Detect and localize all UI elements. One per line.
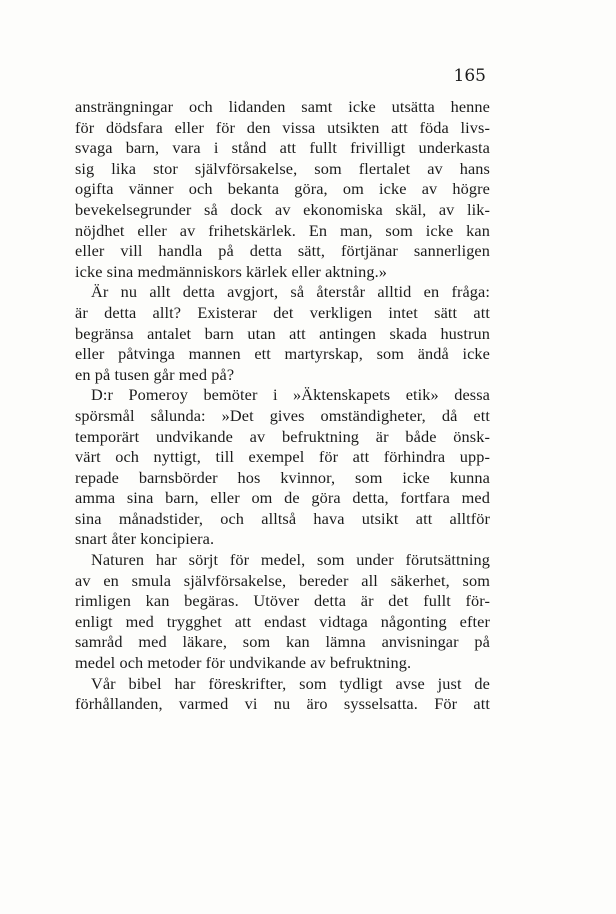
- text-line: enligt med trygghet att endast vidtaga någonting efter: [75, 611, 490, 631]
- text-line: amma sina barn, eller om de göra detta, fortfara med: [75, 488, 490, 508]
- text-line: icke sina medmänniskors kärlek eller aktning.»: [75, 261, 388, 281]
- paragraph: [75, 97, 490, 282]
- text-line: ansträngningar och lidanden samt icke utsätta henne: [75, 97, 490, 116]
- text-line: av en smula självförsakelse, bereder all säkerhet, som: [75, 570, 490, 590]
- text-line: värt och nyttigt, till exempel för att förhindra upp-: [75, 447, 490, 467]
- text-line: Vår bibel har föreskrifter, som tydligt avse just de: [91, 673, 490, 693]
- text-line: nöjdhet eller av frihetskärlek. En man, som icke kan: [75, 220, 490, 240]
- text-line: eller påtvinga mannen ett martyrskap, som ändå icke: [75, 344, 490, 364]
- text-line: snart åter koncipiera.: [75, 529, 215, 549]
- text-line: är detta allt? Existerar det verkligen intet sätt att: [75, 302, 490, 322]
- text-line: ogifta vänner och bekanta göra, om icke av högre: [75, 179, 490, 199]
- paragraph: [75, 550, 490, 674]
- paragraph: [75, 385, 490, 550]
- text-line: en på tusen går med på?: [75, 364, 235, 384]
- text-line: för dödsfara eller för den vissa utsikten att föda livs-: [75, 117, 490, 137]
- text-line: spörsmål sålunda: »Det gives omständigheter, då ett: [75, 405, 490, 425]
- text-line: begränsa antalet barn utan att antingen skada hustrun: [75, 323, 490, 343]
- text-line: svaga barn, vara i stånd att fullt frivilligt underkasta: [75, 138, 490, 158]
- page-number: 165: [453, 66, 486, 86]
- text-line: bevekelsegrunder så dock av ekonomiska skäl, av lik-: [75, 199, 490, 219]
- text-line: temporärt undvikande av befruktning är både önsk-: [75, 426, 490, 446]
- text-line: sig lika stor självförsakelse, som flertalet av hans: [75, 158, 490, 178]
- text-line: D:r Pomeroy bemöter i »Äktenskapets etik» dessa: [91, 385, 490, 405]
- paragraph: [75, 674, 490, 715]
- text-line: medel och metoder för undvikande av befruktning.: [75, 653, 412, 673]
- paragraph: [75, 282, 490, 385]
- text-line: eller vill handla på detta sätt, förtjänar sannerligen: [75, 241, 490, 261]
- text-line: Naturen har sörjt för medel, som under förutsättning: [91, 550, 490, 570]
- text-line: repade barnsbörder hos kvinnor, som icke kunna: [75, 467, 490, 487]
- body-text: [75, 97, 490, 715]
- text-line: förhållanden, varmed vi nu äro sysselsatta. För att: [75, 694, 490, 714]
- text-line: rimligen kan begäras. Utöver detta är det fullt för-: [75, 591, 490, 611]
- text-line: Är nu allt detta avgjort, så återstår alltid en fråga:: [91, 282, 490, 302]
- text-line: sina månadstider, och alltså hava utsikt att alltför: [75, 508, 490, 528]
- text-line: samråd med läkare, som kan lämna anvisningar på: [75, 632, 490, 652]
